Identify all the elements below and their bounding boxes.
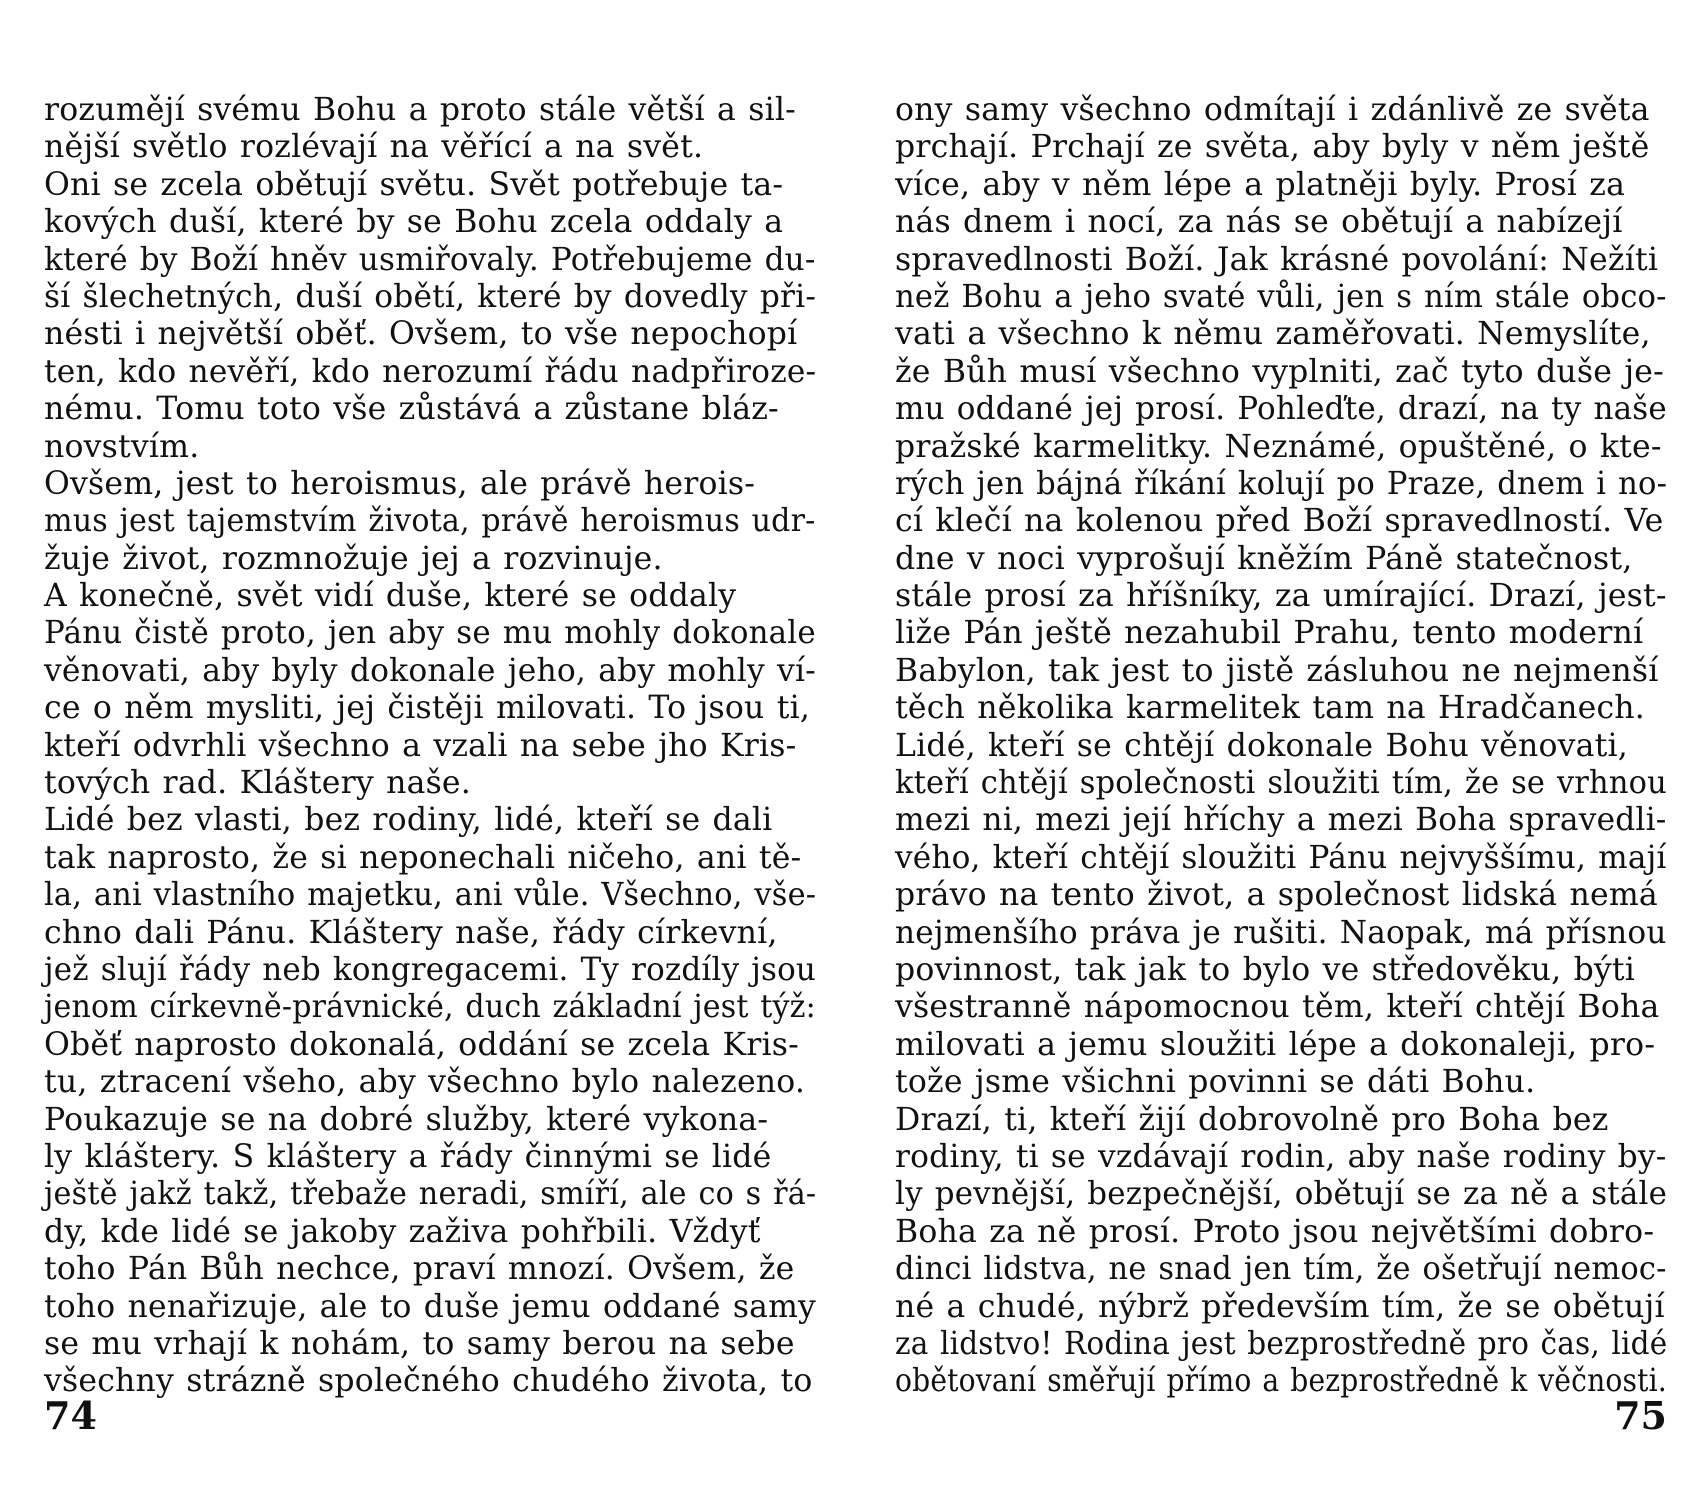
text-line: nésti i největší oběť. Ovšem, to vše nepochopí bbox=[44, 316, 798, 353]
text-line: milovati a jemu sloužiti lépe a dokonaleji, pro- bbox=[895, 1026, 1656, 1063]
text-line: Lidé bez vlasti, bez rodiny, lidé, kteří se dali bbox=[44, 802, 773, 839]
text-line: pražské karmelitky. Neznámé, opuštěné, o kte- bbox=[895, 428, 1662, 465]
text-line: kteří odvrhli všechno a vzali na sebe jho Kris- bbox=[44, 727, 797, 764]
text-line: stále prosí za hříšníky, za umírající. Drazí, jest- bbox=[895, 578, 1667, 615]
text-line: Oběť naprosto dokonalá, oddání se zcela Kris- bbox=[44, 1026, 799, 1063]
left-text-column bbox=[44, 92, 816, 1401]
text-line: Babylon, tak jest to jistě zásluhou ne nejmenší bbox=[895, 652, 1659, 689]
text-line: ly kláštery. S kláštery a řády činnými se lidé bbox=[44, 1138, 772, 1175]
text-line: spravedlnosti Boží. Jak krásné povolání: Nežíti bbox=[895, 241, 1659, 278]
text-line: nější světlo rozlévají na věřící a na svět. bbox=[44, 129, 704, 166]
page-number-right: 75 bbox=[1614, 1393, 1667, 1438]
text-line: nejmenšího práva je rušiti. Naopak, má přísnou bbox=[895, 914, 1667, 951]
text-line: liže Pán ještě nezahubil Prahu, tento moderní bbox=[895, 615, 1644, 652]
text-line: se mu vrhají k nohám, to samy berou na sebe bbox=[44, 1325, 795, 1362]
text-line: rozumějí svému Bohu a proto stále větší a sil- bbox=[44, 92, 796, 128]
text-line: nému. Tomu toto vše zůstává a zůstane bláz- bbox=[44, 391, 779, 428]
text-line: povinnost, tak jak to bylo ve středověku, býti bbox=[895, 951, 1636, 988]
text-line: kteří chtějí společnosti sloužiti tím, že se vrhnou bbox=[895, 765, 1667, 802]
text-line: Boha za ně prosí. Proto jsou největšími dobro- bbox=[895, 1213, 1655, 1250]
text-line: právo na tento život, a společnost lidská nemá bbox=[895, 877, 1658, 914]
text-line: Ovšem, jest to heroismus, ale právě herois- bbox=[44, 465, 756, 502]
text-line: Poukazuje se na dobré služby, které vykona- bbox=[44, 1101, 769, 1138]
text-line: tových rad. Kláštery naše. bbox=[44, 765, 471, 802]
text-line: ce o něm mysliti, jej čistěji milovati. To jsou ti, bbox=[44, 690, 811, 727]
text-line: než Bohu a jeho svaté vůli, jen s ním stále obco- bbox=[895, 278, 1667, 315]
text-line: těch několika karmelitek tam na Hradčanech. bbox=[895, 690, 1646, 727]
text-line: ší šlechetných, duší obětí, které by dovedly při- bbox=[44, 278, 817, 315]
text-line: všechny strázně společného chudého života, to bbox=[44, 1363, 813, 1400]
page-number-left: 74 bbox=[44, 1393, 97, 1438]
text-line: mezi ni, mezi její hříchy a mezi Boha spravedli- bbox=[895, 802, 1667, 839]
text-line: ony samy všechno odmítají i zdánlivě ze světa bbox=[895, 92, 1650, 128]
text-line: kových duší, které by se Bohu zcela oddaly a bbox=[44, 204, 784, 241]
right-page bbox=[851, 0, 1702, 1500]
text-line: všestranně nápomocnou těm, kteří chtějí Boha bbox=[895, 989, 1660, 1026]
text-line: la, ani vlastního majetku, ani vůle. Všechno, vše- bbox=[44, 877, 817, 914]
text-line: které by Boží hněv usmiřovaly. Potřebujeme du- bbox=[44, 241, 816, 278]
text-line: chno dali Pánu. Kláštery naše, řády církevní, bbox=[44, 914, 778, 951]
text-line: za lidstvo! Rodina jest bezprostředně pro čas, lidé bbox=[895, 1325, 1668, 1362]
text-line: více, aby v něm lépe a platněji byly. Prosí za bbox=[895, 166, 1626, 203]
text-line: prchají. Prchají ze světa, aby byly v něm ještě bbox=[895, 129, 1650, 166]
text-line: toho nenařizuje, ale to duše jemu oddané samy bbox=[44, 1288, 816, 1325]
text-line: toho Pán Bůh nechce, praví mnozí. Ovšem, že bbox=[44, 1251, 795, 1288]
text-line: ten, kdo nevěří, kdo nerozumí řádu nadpřiroze- bbox=[44, 353, 817, 390]
text-line: tu, ztracení všeho, aby všechno bylo nalezeno. bbox=[44, 1064, 806, 1101]
text-line: Drazí, ti, kteří žijí dobrovolně pro Boha bez bbox=[895, 1101, 1609, 1138]
text-line: dinci lidstva, ne snad jen tím, že ošetřují nemoc- bbox=[895, 1251, 1667, 1288]
text-line: cí klečí na kolenou před Boží spravedlností. Ve bbox=[895, 503, 1664, 540]
text-line: ly pevnější, bezpečnější, obětují se za ně a stále bbox=[895, 1176, 1668, 1213]
text-line: mus jest tajemstvím života, právě heroismus udr- bbox=[44, 503, 816, 540]
text-line: obětovaní směřují přímo a bezprostředně k věčnosti. bbox=[895, 1363, 1667, 1400]
text-line: že Bůh musí všechno vyplniti, zač tyto duše je- bbox=[895, 353, 1664, 390]
text-line: ještě jakž takž, třebaže neradi, smíří, ale co s řá- bbox=[44, 1176, 817, 1213]
text-line: jenom církevně-právnické, duch základní jest týž: bbox=[44, 989, 816, 1026]
text-line: dy, kde lidé se jakoby zaživa pohřbili. Vždyť bbox=[44, 1213, 761, 1250]
text-line: žuje život, rozmnožuje jej a rozvinuje. bbox=[44, 540, 663, 577]
text-line: rých jen bájná říkání kolují po Praze, dnem i no- bbox=[895, 465, 1668, 502]
text-line: A konečně, svět vidí duše, které se oddaly bbox=[44, 578, 737, 615]
text-line: nás dnem i nocí, za nás se obětují a nabízejí bbox=[895, 204, 1623, 241]
text-line: rodiny, ti se vzdávají rodin, aby naše rodiny by- bbox=[895, 1138, 1667, 1175]
text-line: mu oddané jej prosí. Pohleďte, drazí, na ty naše bbox=[895, 391, 1667, 428]
text-line: Pánu čistě proto, jen aby se mu mohly dokonale bbox=[44, 615, 816, 652]
text-line: věnovati, aby byly dokonale jeho, aby mohly ví- bbox=[44, 652, 816, 689]
text-line: tak naprosto, že si neponechali ničeho, ani tě- bbox=[44, 839, 802, 876]
text-line: vati a všechno k němu zaměřovati. Nemyslíte, bbox=[895, 316, 1651, 353]
text-line: Lidé, kteří se chtějí dokonale Bohu věnovati, bbox=[895, 727, 1628, 764]
text-line: novstvím. bbox=[44, 428, 200, 465]
text-line: vého, kteří chtějí sloužiti Pánu nejvyššímu, mají bbox=[895, 839, 1667, 876]
text-line: Oni se zcela obětují světu. Svět potřebuje ta- bbox=[44, 166, 784, 203]
text-line: jež slují řády neb kongregacemi. Ty rozdíly jsou bbox=[44, 951, 817, 988]
text-line: né a chudé, nýbrž především tím, že se obětují bbox=[895, 1288, 1665, 1325]
text-line: tože jsme všichni povinni se dáti Bohu. bbox=[895, 1064, 1536, 1101]
right-text-column bbox=[895, 92, 1667, 1401]
text-line: dne v noci vyprošují kněžím Páně statečnost, bbox=[895, 540, 1633, 577]
